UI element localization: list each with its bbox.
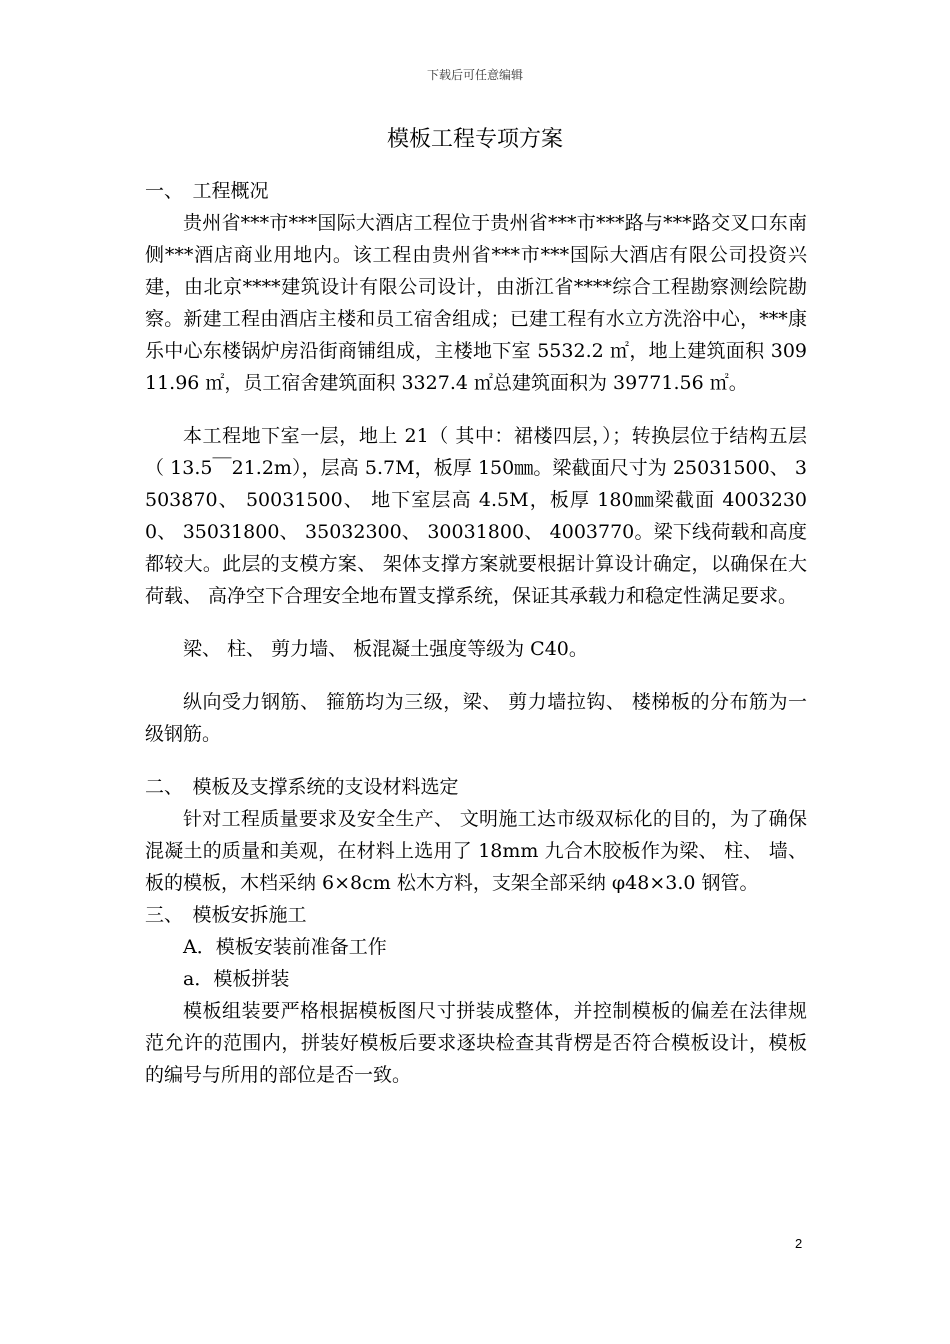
paragraph-concrete-grade: 梁、 柱、 剪力墙、 板混凝土强度等级为 C40。 xyxy=(183,638,588,660)
subheading-assembly: a．模板拼装 xyxy=(183,968,290,990)
page-number: 2 xyxy=(795,1236,803,1251)
paragraph-spacer xyxy=(145,399,807,420)
document-body xyxy=(145,175,807,1091)
section-heading-overview: 一、 工程概况 xyxy=(145,180,269,202)
paragraph-project-location: 贵州省***市***国际大酒店工程位于贵州省***市***路与***路交叉口东南侧***酒店商业用地内。该工程由贵州省***市***国际大酒店有限公司投资兴建，由北京****建筑设计有限公司设计，由浙江省****综合工程勘察测绘院勘察。新建工程由酒店主楼和员工宿舍组成；已建工程有水立方洗浴中心，***康乐中心东楼锅炉房沿街商铺组成，主楼地下室 5532.2 ㎡，地上建筑面积 30911.96 ㎡，员工宿舍建筑面积 3327.4 ㎡总建筑面积为 39771.56 ㎡。 xyxy=(145,212,807,394)
paragraph-materials: 针对工程质量要求及安全生产、 文明施工达市级双标化的目的，为了确保混凝土的质量和美观，在材料上选用了 18mm 九合木胶板作为梁、 柱、 墙、 板的模板，木档采纳 6×8cm 松木方料，支架全部采纳 φ48×3.0 钢管。 xyxy=(145,808,807,894)
paragraph-spacer xyxy=(145,612,807,633)
paragraph-spacer xyxy=(145,665,807,686)
paragraph-structure: 本工程地下室一层，地上 21（ 其中：裙楼四层，）；转换层位于结构五层（ 13.5￣21.2m），层高 5.7M，板厚 150㎜。梁截面尺寸为 25031500、 3503870、 50031500、 地下室层高 4.5M，板厚 180㎜梁截面 40032300、 35031800、 35032300、 30031800、 4003770。梁下线荷载和高度都较大。此层的支模方案、 架体支撑方案就要根据计算设计确定，以确保在大荷载、 高净空下合理安全地布置支撑系统，保证其承载力和稳定性满足要求。 xyxy=(145,425,807,607)
document-title: 模板工程专项方案 xyxy=(386,127,563,152)
paragraph-spacer xyxy=(145,750,807,771)
page-header: 下载后可任意编辑 xyxy=(426,68,523,82)
paragraph-rebar: 纵向受力钢筋、 箍筋均为三级，梁、 剪力墙拉钩、 楼梯板的分布筋为一级钢筋。 xyxy=(145,691,807,745)
section-heading-installation: 三、 模板安拆施工 xyxy=(145,904,307,926)
section-heading-materials: 二、 模板及支撑系统的支设材料选定 xyxy=(145,776,459,798)
subheading-preparation: A．模板安装前准备工作 xyxy=(183,936,387,958)
paragraph-assembly: 模板组装要严格根据模板图尺寸拼装成整体，并控制模板的偏差在法律规范允许的范围内，拼装好模板后要求逐块检查其背楞是否符合模板设计，模板的编号与所用的部位是否一致。 xyxy=(145,1000,807,1086)
